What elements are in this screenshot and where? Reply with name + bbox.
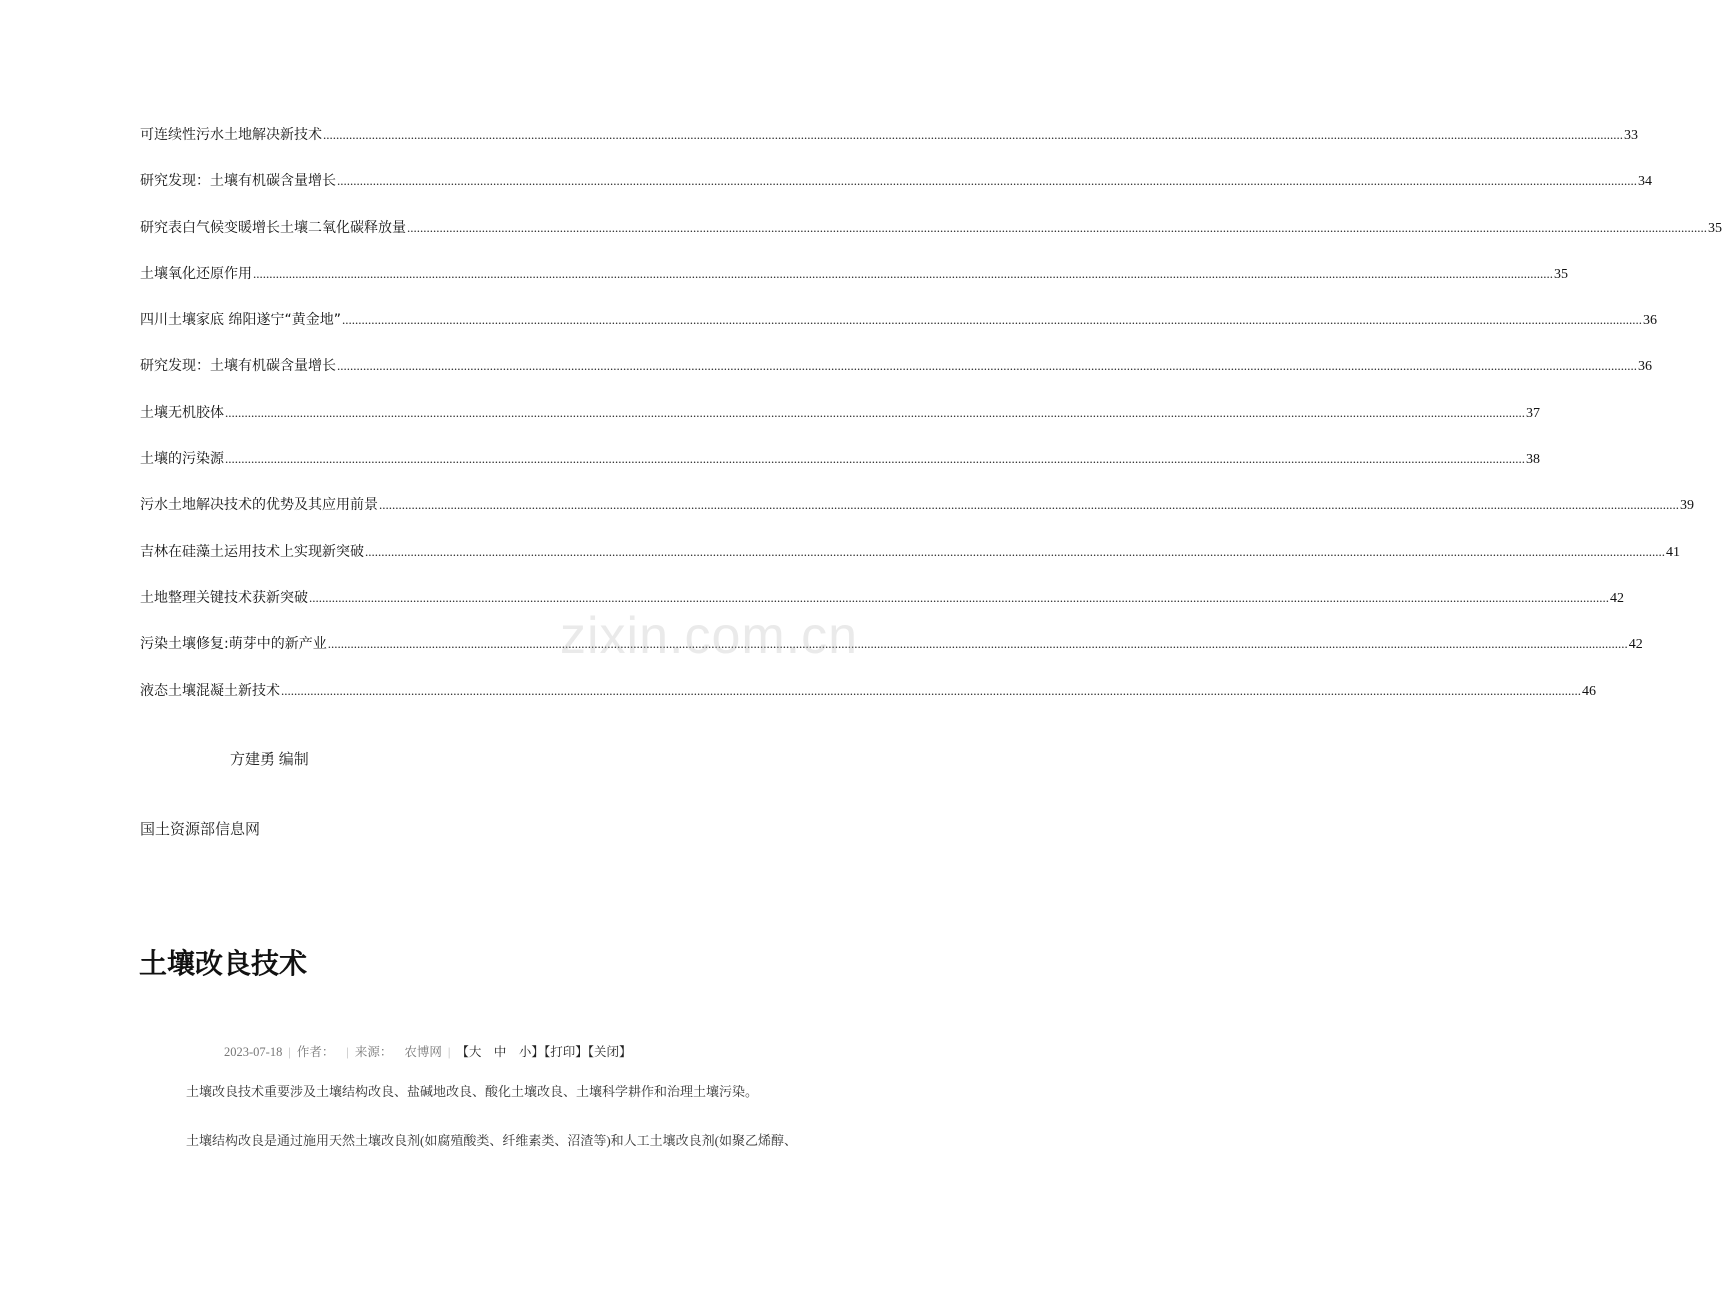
toc-dot-leader: ................................................................................................................................................................................................................................................................................................................................................................................................................ xyxy=(365,543,1665,559)
table-of-contents xyxy=(140,122,1722,724)
toc-entry[interactable] xyxy=(140,307,1657,353)
article-meta xyxy=(224,1042,631,1060)
toc-entry-page: 33 xyxy=(1624,128,1638,143)
toc-dot-leader: ................................................................................................................................................................................................................................................................................................................................................................................................................ xyxy=(253,265,1553,281)
toc-entry-title: 研究发现：土壤有机碳含量增长 xyxy=(140,173,336,190)
toc-entry-page: 41 xyxy=(1666,544,1680,560)
article-paragraph: 土壤结构改良是通过施用天然土壤改良剂(如腐殖酸类、纤维素类、沼渣等)和人工土壤改良剂(如聚乙烯醇、 xyxy=(186,1133,797,1148)
toc-dot-leader: ................................................................................................................................................................................................................................................................................................................................................................................................................ xyxy=(407,219,1707,235)
toc-dot-leader: ................................................................................................................................................................................................................................................................................................................................................................................................................ xyxy=(309,589,1609,605)
separator: | xyxy=(288,1045,291,1059)
toc-dot-leader: ................................................................................................................................................................................................................................................................................................................................................................................................................ xyxy=(225,451,1525,467)
toc-entry[interactable] xyxy=(140,539,1680,585)
toc-entry-page: 38 xyxy=(1526,452,1540,468)
toc-dot-leader: ................................................................................................................................................................................................................................................................................................................................................................................................................ xyxy=(327,636,1628,652)
toc-entry-title: 四川土壤家底 绵阳遂宁“黄金地” xyxy=(140,312,341,329)
toc-entry[interactable] xyxy=(140,585,1624,631)
toc-entry-title: 吉林在硅藻土运用技术上实现新突破 xyxy=(140,543,364,560)
toc-entry-title: 液态土壤混凝土新技术 xyxy=(140,682,280,699)
toc-dot-leader: ................................................................................................................................................................................................................................................................................................................................................................................................................ xyxy=(341,312,1642,328)
toc-entry-page: 34 xyxy=(1638,174,1652,190)
toc-entry-page: 46 xyxy=(1582,683,1596,699)
toc-entry-title: 研究发现：土壤有机碳含量增长 xyxy=(140,358,336,375)
close-link[interactable]: 【关闭】 xyxy=(587,1045,632,1059)
toc-entry-title: 可连续性污水土地解决新技术 xyxy=(140,127,322,143)
print-link[interactable]: 【打印】 xyxy=(543,1045,588,1059)
toc-entry-title: 土壤无机胶体 xyxy=(140,404,224,421)
toc-dot-leader: ................................................................................................................................................................................................................................................................................................................................................................................................................ xyxy=(323,127,1623,142)
toc-entry-page: 35 xyxy=(1708,220,1722,236)
toc-dot-leader: ................................................................................................................................................................................................................................................................................................................................................................................................................ xyxy=(281,682,1581,698)
author-label: 作者： xyxy=(296,1045,335,1059)
toc-entry-page: 36 xyxy=(1638,359,1652,375)
toc-entry[interactable] xyxy=(140,353,1652,399)
toc-entry-page: 35 xyxy=(1554,266,1568,282)
source-label: 来源： xyxy=(354,1045,393,1059)
publish-date: 2023-07-18 xyxy=(224,1045,283,1059)
editor-credit: 方建勇 编制 xyxy=(230,752,309,768)
toc-entry-page: 36 xyxy=(1642,313,1657,329)
toc-dot-leader: ................................................................................................................................................................................................................................................................................................................................................................................................................ xyxy=(337,358,1637,374)
toc-entry-title: 土壤的污染源 xyxy=(140,451,224,468)
toc-entry-page: 42 xyxy=(1610,590,1624,606)
toc-entry-page: 37 xyxy=(1526,405,1540,421)
toc-entry[interactable] xyxy=(140,168,1652,214)
source-value: 农博网 xyxy=(404,1045,442,1059)
toc-entry-page: 42 xyxy=(1628,637,1643,653)
toc-entry[interactable] xyxy=(140,261,1568,307)
font-size-controls[interactable]: 【大 中 小】 xyxy=(456,1045,544,1059)
article-title: 土壤改良技术 xyxy=(139,947,308,980)
toc-dot-leader: ................................................................................................................................................................................................................................................................................................................................................................................................................ xyxy=(379,497,1679,513)
site-name: 国土资源部信息网 xyxy=(140,822,261,838)
separator: | xyxy=(447,1045,451,1059)
toc-entry[interactable] xyxy=(140,400,1540,446)
toc-entry-title: 污水土地解决技术的优势及其应用前景 xyxy=(140,497,378,514)
toc-dot-leader: ................................................................................................................................................................................................................................................................................................................................................................................................................ xyxy=(225,404,1525,420)
toc-entry-title: 污染土壤修复:萌芽中的新产业 xyxy=(140,636,327,653)
toc-entry[interactable] xyxy=(140,446,1540,492)
toc-entry-title: 研究表白气候变暖增长土壤二氧化碳释放量 xyxy=(140,219,406,236)
article-paragraph: 土壤改良技术重要涉及土壤结构改良、盐碱地改良、酸化土壤改良、土壤科学耕作和治理土壤污染。 xyxy=(186,1084,759,1099)
toc-entry-page: 39 xyxy=(1680,498,1694,514)
watermark: zixin.com.cn xyxy=(560,607,859,665)
toc-entry-title: 土地整理关键技术获新突破 xyxy=(140,589,308,606)
toc-entry[interactable] xyxy=(140,678,1596,724)
separator: | xyxy=(346,1045,349,1059)
toc-entry[interactable] xyxy=(140,492,1694,538)
toc-dot-leader: ................................................................................................................................................................................................................................................................................................................................................................................................................ xyxy=(337,173,1637,189)
toc-entry[interactable] xyxy=(140,215,1722,261)
toc-entry[interactable] xyxy=(140,122,1638,168)
toc-entry-title: 土壤氧化还原作用 xyxy=(140,265,252,282)
